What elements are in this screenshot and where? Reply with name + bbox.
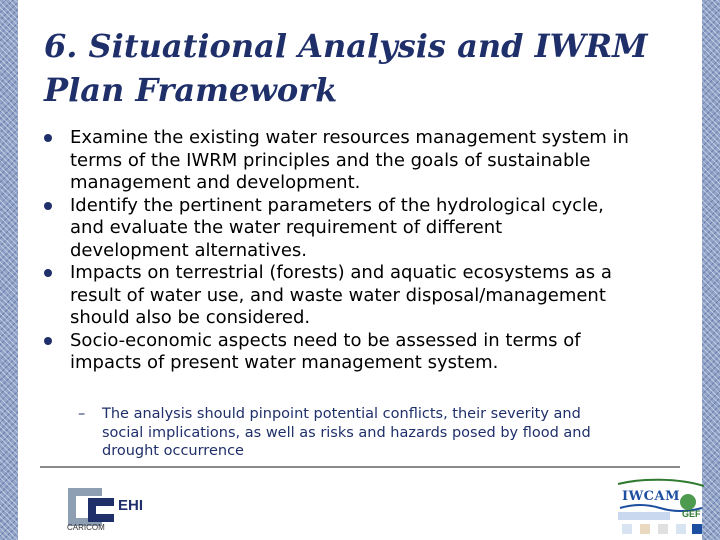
sub-bullet-text-line: drought occurrence bbox=[102, 443, 244, 459]
cehi-logo-text: EHI bbox=[118, 497, 144, 514]
sub-bullet-text-line: social implications, as well as risks and hazards posed by flood and bbox=[102, 424, 591, 441]
footer-divider bbox=[40, 466, 680, 468]
bullet-item bbox=[44, 330, 684, 375]
slide-title-line: 6. Situational Analysis and IWRM bbox=[44, 27, 648, 65]
bullet-dot-icon bbox=[44, 269, 52, 277]
bullet-text-line: Identify the pertinent parameters of the hydrological cycle, bbox=[70, 194, 604, 216]
slide-title-line: Plan Framework bbox=[44, 71, 338, 109]
bullet-text-line: Socio-economic aspects need to be assessed in terms of bbox=[70, 329, 581, 351]
sub-bullet-item bbox=[78, 405, 702, 461]
bullet-text-line: impacts of present water management system. bbox=[70, 352, 499, 373]
bullet-item bbox=[44, 127, 684, 195]
left-decorative-strip bbox=[0, 0, 18, 540]
bullet-item bbox=[44, 195, 684, 263]
iwcam-logo-icon bbox=[612, 478, 708, 538]
sub-bullet-dash: – bbox=[78, 406, 86, 422]
slide-title bbox=[44, 24, 684, 112]
bullet-text-line: management and development. bbox=[70, 172, 361, 193]
right-decorative-strip bbox=[702, 0, 720, 540]
bullet-dot-icon bbox=[44, 134, 52, 142]
bullet-dot-icon bbox=[44, 202, 52, 210]
bullet-text-line: should also be considered. bbox=[70, 307, 311, 328]
bullet-item bbox=[44, 262, 684, 330]
bullet-text-line: result of water use, and waste water disposal/management bbox=[70, 284, 606, 306]
bullet-text-line: Examine the existing water resources management system in bbox=[70, 127, 629, 148]
bullet-text-line: development alternatives. bbox=[70, 239, 308, 261]
bullet-list bbox=[44, 127, 684, 375]
bullet-text-line: Impacts on terrestrial (forests) and aquatic ecosystems as a bbox=[70, 262, 612, 283]
bullet-dot-icon bbox=[44, 337, 52, 345]
gef-logo-text: GEF bbox=[682, 509, 701, 519]
iwcam-logo-text: IWCAM bbox=[622, 489, 681, 504]
bullet-text-line: and evaluate the water requirement of different bbox=[70, 217, 503, 238]
caricom-logo-text: CARICOM bbox=[67, 523, 105, 532]
sub-bullet-text-line: The analysis should pinpoint potential conflicts, their severity and bbox=[102, 406, 581, 422]
bullet-text-line: terms of the IWRM principles and the goals of sustainable bbox=[70, 149, 591, 171]
